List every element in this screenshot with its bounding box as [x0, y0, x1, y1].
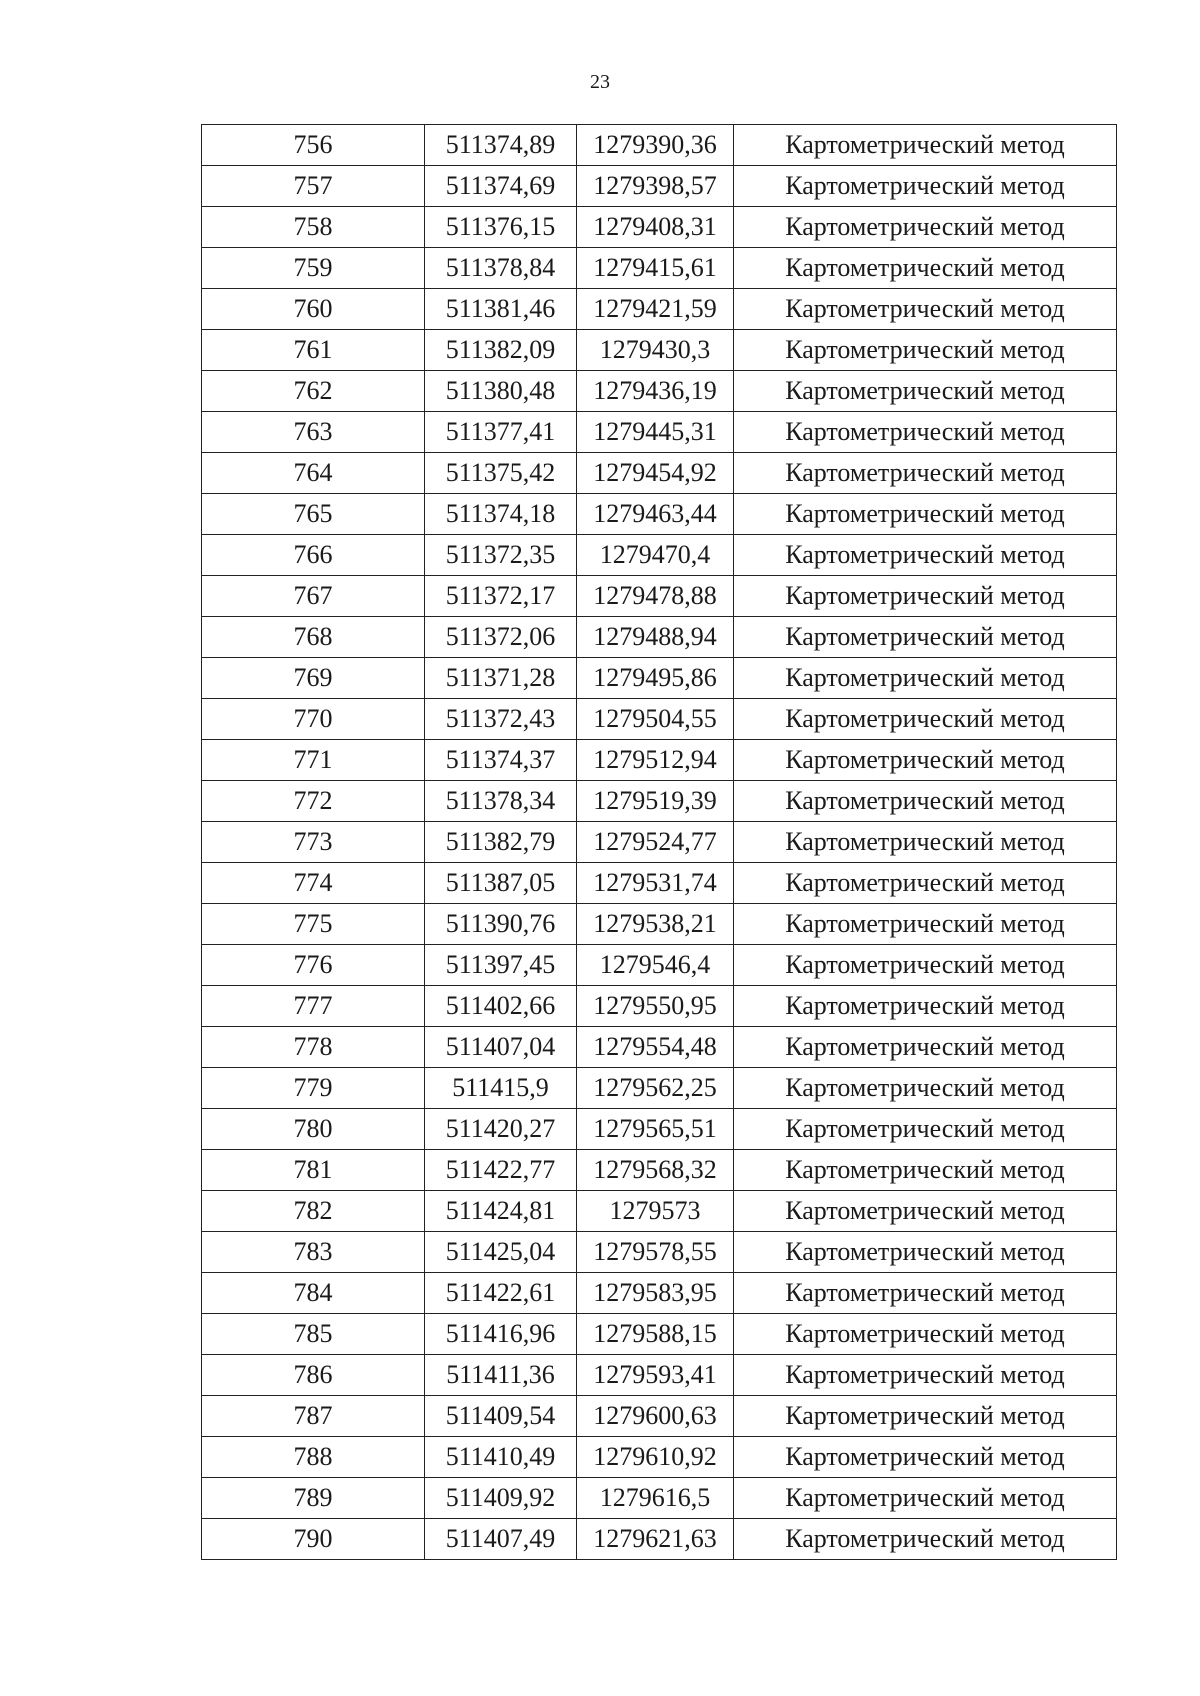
y-coordinate-cell: 1279519,39 — [577, 781, 734, 822]
y-coordinate-cell: 1279588,15 — [577, 1314, 734, 1355]
table-row — [202, 1273, 1117, 1314]
table-row — [202, 1396, 1117, 1437]
x-coordinate-cell: 511407,04 — [425, 1027, 577, 1068]
x-coordinate-cell: 511409,54 — [425, 1396, 577, 1437]
point-number-cell: 772 — [202, 781, 425, 822]
x-coordinate-cell: 511372,43 — [425, 699, 577, 740]
page-number: 23 — [590, 71, 610, 93]
x-coordinate-cell: 511374,18 — [425, 494, 577, 535]
point-number-cell: 778 — [202, 1027, 425, 1068]
point-number-cell: 784 — [202, 1273, 425, 1314]
y-coordinate-cell: 1279524,77 — [577, 822, 734, 863]
y-coordinate-cell: 1279408,31 — [577, 207, 734, 248]
table-row — [202, 289, 1117, 330]
table-row — [202, 1068, 1117, 1109]
x-coordinate-cell: 511380,48 — [425, 371, 577, 412]
point-number-cell: 787 — [202, 1396, 425, 1437]
table-row — [202, 1191, 1117, 1232]
x-coordinate-cell: 511382,09 — [425, 330, 577, 371]
method-cell: Картометрический метод — [734, 1232, 1117, 1273]
point-number-cell: 773 — [202, 822, 425, 863]
point-number-cell: 780 — [202, 1109, 425, 1150]
table-row — [202, 248, 1117, 289]
point-number-cell: 775 — [202, 904, 425, 945]
point-number-cell: 766 — [202, 535, 425, 576]
point-number-cell: 774 — [202, 863, 425, 904]
point-number-cell: 782 — [202, 1191, 425, 1232]
method-cell: Картометрический метод — [734, 125, 1117, 166]
y-coordinate-cell: 1279512,94 — [577, 740, 734, 781]
point-number-cell: 781 — [202, 1150, 425, 1191]
y-coordinate-cell: 1279600,63 — [577, 1396, 734, 1437]
point-number-cell: 763 — [202, 412, 425, 453]
y-coordinate-cell: 1279565,51 — [577, 1109, 734, 1150]
point-number-cell: 779 — [202, 1068, 425, 1109]
table-row — [202, 1478, 1117, 1519]
y-coordinate-cell: 1279504,55 — [577, 699, 734, 740]
y-coordinate-cell: 1279415,61 — [577, 248, 734, 289]
point-number-cell: 768 — [202, 617, 425, 658]
x-coordinate-cell: 511377,41 — [425, 412, 577, 453]
method-cell: Картометрический метод — [734, 781, 1117, 822]
y-coordinate-cell: 1279478,88 — [577, 576, 734, 617]
method-cell: Картометрический метод — [734, 535, 1117, 576]
table-row — [202, 125, 1117, 166]
table-row — [202, 1314, 1117, 1355]
table-row — [202, 207, 1117, 248]
x-coordinate-cell: 511390,76 — [425, 904, 577, 945]
method-cell: Картометрический метод — [734, 1150, 1117, 1191]
table-row — [202, 576, 1117, 617]
point-number-cell: 771 — [202, 740, 425, 781]
method-cell: Картометрический метод — [734, 863, 1117, 904]
method-cell: Картометрический метод — [734, 699, 1117, 740]
table-row — [202, 986, 1117, 1027]
point-number-cell: 790 — [202, 1519, 425, 1560]
table-row — [202, 330, 1117, 371]
x-coordinate-cell: 511410,49 — [425, 1437, 577, 1478]
table-row — [202, 904, 1117, 945]
table-row — [202, 453, 1117, 494]
method-cell: Картометрический метод — [734, 1396, 1117, 1437]
x-coordinate-cell: 511425,04 — [425, 1232, 577, 1273]
table-row — [202, 535, 1117, 576]
x-coordinate-cell: 511376,15 — [425, 207, 577, 248]
x-coordinate-cell: 511374,69 — [425, 166, 577, 207]
y-coordinate-cell: 1279554,48 — [577, 1027, 734, 1068]
x-coordinate-cell: 511422,77 — [425, 1150, 577, 1191]
point-number-cell: 785 — [202, 1314, 425, 1355]
x-coordinate-cell: 511424,81 — [425, 1191, 577, 1232]
table-row — [202, 1355, 1117, 1396]
x-coordinate-cell: 511381,46 — [425, 289, 577, 330]
x-coordinate-cell: 511402,66 — [425, 986, 577, 1027]
y-coordinate-cell: 1279421,59 — [577, 289, 734, 330]
y-coordinate-cell: 1279454,92 — [577, 453, 734, 494]
point-number-cell: 786 — [202, 1355, 425, 1396]
method-cell: Картометрический метод — [734, 1068, 1117, 1109]
point-number-cell: 759 — [202, 248, 425, 289]
y-coordinate-cell: 1279398,57 — [577, 166, 734, 207]
point-number-cell: 788 — [202, 1437, 425, 1478]
method-cell: Картометрический метод — [734, 576, 1117, 617]
point-number-cell: 770 — [202, 699, 425, 740]
x-coordinate-cell: 511375,42 — [425, 453, 577, 494]
y-coordinate-cell: 1279445,31 — [577, 412, 734, 453]
y-coordinate-cell: 1279573 — [577, 1191, 734, 1232]
y-coordinate-cell: 1279495,86 — [577, 658, 734, 699]
y-coordinate-cell: 1279621,63 — [577, 1519, 734, 1560]
table-row — [202, 658, 1117, 699]
coordinates-table — [201, 124, 1117, 1560]
method-cell: Картометрический метод — [734, 289, 1117, 330]
method-cell: Картометрический метод — [734, 1355, 1117, 1396]
point-number-cell: 765 — [202, 494, 425, 535]
y-coordinate-cell: 1279610,92 — [577, 1437, 734, 1478]
method-cell: Картометрический метод — [734, 945, 1117, 986]
y-coordinate-cell: 1279390,36 — [577, 125, 734, 166]
method-cell: Картометрический метод — [734, 453, 1117, 494]
table-row — [202, 1027, 1117, 1068]
method-cell: Картометрический метод — [734, 740, 1117, 781]
method-cell: Картометрический метод — [734, 166, 1117, 207]
table-row — [202, 166, 1117, 207]
x-coordinate-cell: 511374,37 — [425, 740, 577, 781]
method-cell: Картометрический метод — [734, 1314, 1117, 1355]
x-coordinate-cell: 511407,49 — [425, 1519, 577, 1560]
table-row — [202, 1109, 1117, 1150]
table-row — [202, 617, 1117, 658]
table-row — [202, 1150, 1117, 1191]
method-cell: Картометрический метод — [734, 248, 1117, 289]
y-coordinate-cell: 1279531,74 — [577, 863, 734, 904]
table-row — [202, 781, 1117, 822]
point-number-cell: 762 — [202, 371, 425, 412]
method-cell: Картометрический метод — [734, 1273, 1117, 1314]
x-coordinate-cell: 511416,96 — [425, 1314, 577, 1355]
point-number-cell: 760 — [202, 289, 425, 330]
x-coordinate-cell: 511411,36 — [425, 1355, 577, 1396]
table-row — [202, 1519, 1117, 1560]
point-number-cell: 767 — [202, 576, 425, 617]
method-cell: Картометрический метод — [734, 1478, 1117, 1519]
y-coordinate-cell: 1279593,41 — [577, 1355, 734, 1396]
y-coordinate-cell: 1279550,95 — [577, 986, 734, 1027]
method-cell: Картометрический метод — [734, 1519, 1117, 1560]
x-coordinate-cell: 511382,79 — [425, 822, 577, 863]
method-cell: Картометрический метод — [734, 1109, 1117, 1150]
x-coordinate-cell: 511420,27 — [425, 1109, 577, 1150]
table-row — [202, 494, 1117, 535]
y-coordinate-cell: 1279583,95 — [577, 1273, 734, 1314]
table-row — [202, 740, 1117, 781]
method-cell: Картометрический метод — [734, 986, 1117, 1027]
table-row — [202, 699, 1117, 740]
table-row — [202, 371, 1117, 412]
point-number-cell: 757 — [202, 166, 425, 207]
x-coordinate-cell: 511415,9 — [425, 1068, 577, 1109]
x-coordinate-cell: 511371,28 — [425, 658, 577, 699]
x-coordinate-cell: 511372,17 — [425, 576, 577, 617]
x-coordinate-cell: 511378,34 — [425, 781, 577, 822]
point-number-cell: 758 — [202, 207, 425, 248]
y-coordinate-cell: 1279463,44 — [577, 494, 734, 535]
y-coordinate-cell: 1279616,5 — [577, 1478, 734, 1519]
method-cell: Картометрический метод — [734, 1027, 1117, 1068]
method-cell: Картометрический метод — [734, 330, 1117, 371]
x-coordinate-cell: 511422,61 — [425, 1273, 577, 1314]
x-coordinate-cell: 511372,06 — [425, 617, 577, 658]
y-coordinate-cell: 1279568,32 — [577, 1150, 734, 1191]
method-cell: Картометрический метод — [734, 1191, 1117, 1232]
x-coordinate-cell: 511378,84 — [425, 248, 577, 289]
x-coordinate-cell: 511372,35 — [425, 535, 577, 576]
table-row — [202, 1437, 1117, 1478]
y-coordinate-cell: 1279578,55 — [577, 1232, 734, 1273]
y-coordinate-cell: 1279538,21 — [577, 904, 734, 945]
point-number-cell: 769 — [202, 658, 425, 699]
y-coordinate-cell: 1279488,94 — [577, 617, 734, 658]
table-row — [202, 1232, 1117, 1273]
method-cell: Картометрический метод — [734, 658, 1117, 699]
point-number-cell: 761 — [202, 330, 425, 371]
table-row — [202, 822, 1117, 863]
method-cell: Картометрический метод — [734, 494, 1117, 535]
method-cell: Картометрический метод — [734, 617, 1117, 658]
method-cell: Картометрический метод — [734, 371, 1117, 412]
method-cell: Картометрический метод — [734, 412, 1117, 453]
x-coordinate-cell: 511387,05 — [425, 863, 577, 904]
method-cell: Картометрический метод — [734, 904, 1117, 945]
y-coordinate-cell: 1279562,25 — [577, 1068, 734, 1109]
y-coordinate-cell: 1279546,4 — [577, 945, 734, 986]
y-coordinate-cell: 1279470,4 — [577, 535, 734, 576]
method-cell: Картометрический метод — [734, 1437, 1117, 1478]
method-cell: Картометрический метод — [734, 822, 1117, 863]
point-number-cell: 764 — [202, 453, 425, 494]
point-number-cell: 783 — [202, 1232, 425, 1273]
point-number-cell: 776 — [202, 945, 425, 986]
x-coordinate-cell: 511374,89 — [425, 125, 577, 166]
y-coordinate-cell: 1279430,3 — [577, 330, 734, 371]
point-number-cell: 756 — [202, 125, 425, 166]
coordinates-table-body — [202, 125, 1117, 1560]
method-cell: Картометрический метод — [734, 207, 1117, 248]
point-number-cell: 789 — [202, 1478, 425, 1519]
table-row — [202, 412, 1117, 453]
table-row — [202, 863, 1117, 904]
table-row — [202, 945, 1117, 986]
y-coordinate-cell: 1279436,19 — [577, 371, 734, 412]
x-coordinate-cell: 511409,92 — [425, 1478, 577, 1519]
point-number-cell: 777 — [202, 986, 425, 1027]
x-coordinate-cell: 511397,45 — [425, 945, 577, 986]
